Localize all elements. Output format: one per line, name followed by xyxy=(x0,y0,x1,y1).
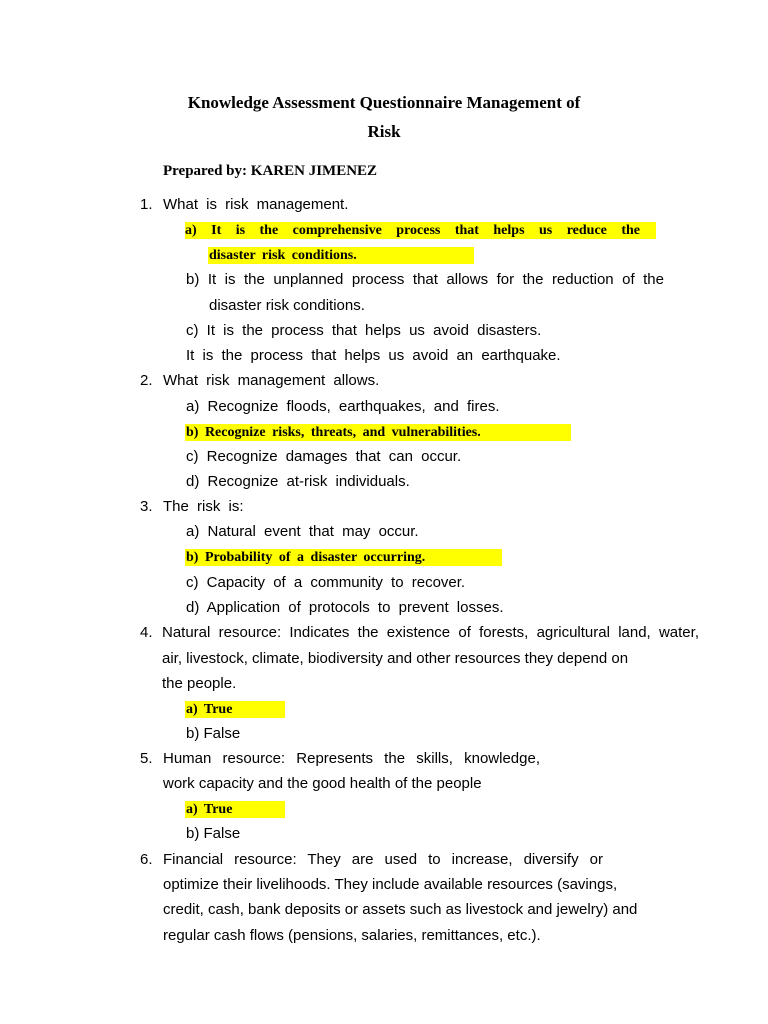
question-text: regular cash flows (pensions, salaries, remittances, etc.). xyxy=(163,927,541,944)
answer-option: b) False xyxy=(186,725,241,742)
question-text: the people. xyxy=(162,675,237,692)
question-text: Human resource: Represents the skills, knowledge, xyxy=(163,750,540,767)
question-number: 2. xyxy=(140,372,153,389)
highlighted-answer: a) True xyxy=(185,801,285,818)
highlighted-answer: disaster risk conditions. xyxy=(208,247,474,264)
question-text: air, livestock, climate, biodiversity and other resources they depend on xyxy=(162,650,629,667)
answer-option: c) Capacity of a community to recover. xyxy=(186,574,466,591)
answer-option: c) It is the process that helps us avoid disasters. xyxy=(186,322,542,339)
question-text: What risk management allows. xyxy=(163,372,380,389)
document-title-line-2: Risk xyxy=(367,122,401,141)
question-number: 1. xyxy=(140,196,153,213)
answer-option: b) It is the unplanned process that allows for the reduction of the xyxy=(186,271,664,288)
question-number: 5. xyxy=(140,750,153,767)
answer-option: d) Recognize at-risk individuals. xyxy=(186,473,410,490)
answer-option: d) Application of protocols to prevent losses. xyxy=(186,599,504,616)
question-text: What is risk management. xyxy=(163,196,349,213)
question-number: 6. xyxy=(140,851,153,868)
prepared-by: Prepared by: KAREN JIMENEZ xyxy=(163,163,378,179)
highlighted-answer: a) True xyxy=(185,701,285,718)
question-text: optimize their livelihoods. They include available resources (savings, xyxy=(163,876,618,893)
answer-option: b) False xyxy=(186,825,241,842)
answer-option: a) Recognize floods, earthquakes, and fires. xyxy=(186,398,500,415)
question-text: credit, cash, bank deposits or assets such as livestock and jewelry) and xyxy=(163,901,638,918)
highlighted-answer: b) Recognize risks, threats, and vulnerabilities. xyxy=(185,424,571,441)
question-text: Financial resource: They are used to increase, diversify or xyxy=(163,851,603,868)
question-number: 3. xyxy=(140,498,153,515)
question-text: Natural resource: Indicates the existence of forests, agricultural land, water, xyxy=(162,624,699,641)
question-number: 4. xyxy=(140,624,153,641)
answer-option: disaster risk conditions. xyxy=(209,297,365,314)
question-text: The risk is: xyxy=(163,498,244,515)
answer-option: c) Recognize damages that can occur. xyxy=(186,448,462,465)
answer-option: a) Natural event that may occur. xyxy=(186,523,419,540)
answer-option: It is the process that helps us avoid an earthquake. xyxy=(186,347,561,364)
highlighted-answer: a) It is the comprehensive process that helps us reduce the xyxy=(185,222,656,239)
highlighted-answer: b) Probability of a disaster occurring. xyxy=(185,549,502,566)
question-text: work capacity and the good health of the people xyxy=(163,775,482,792)
document-title-line-1: Knowledge Assessment Questionnaire Management of xyxy=(187,93,581,112)
